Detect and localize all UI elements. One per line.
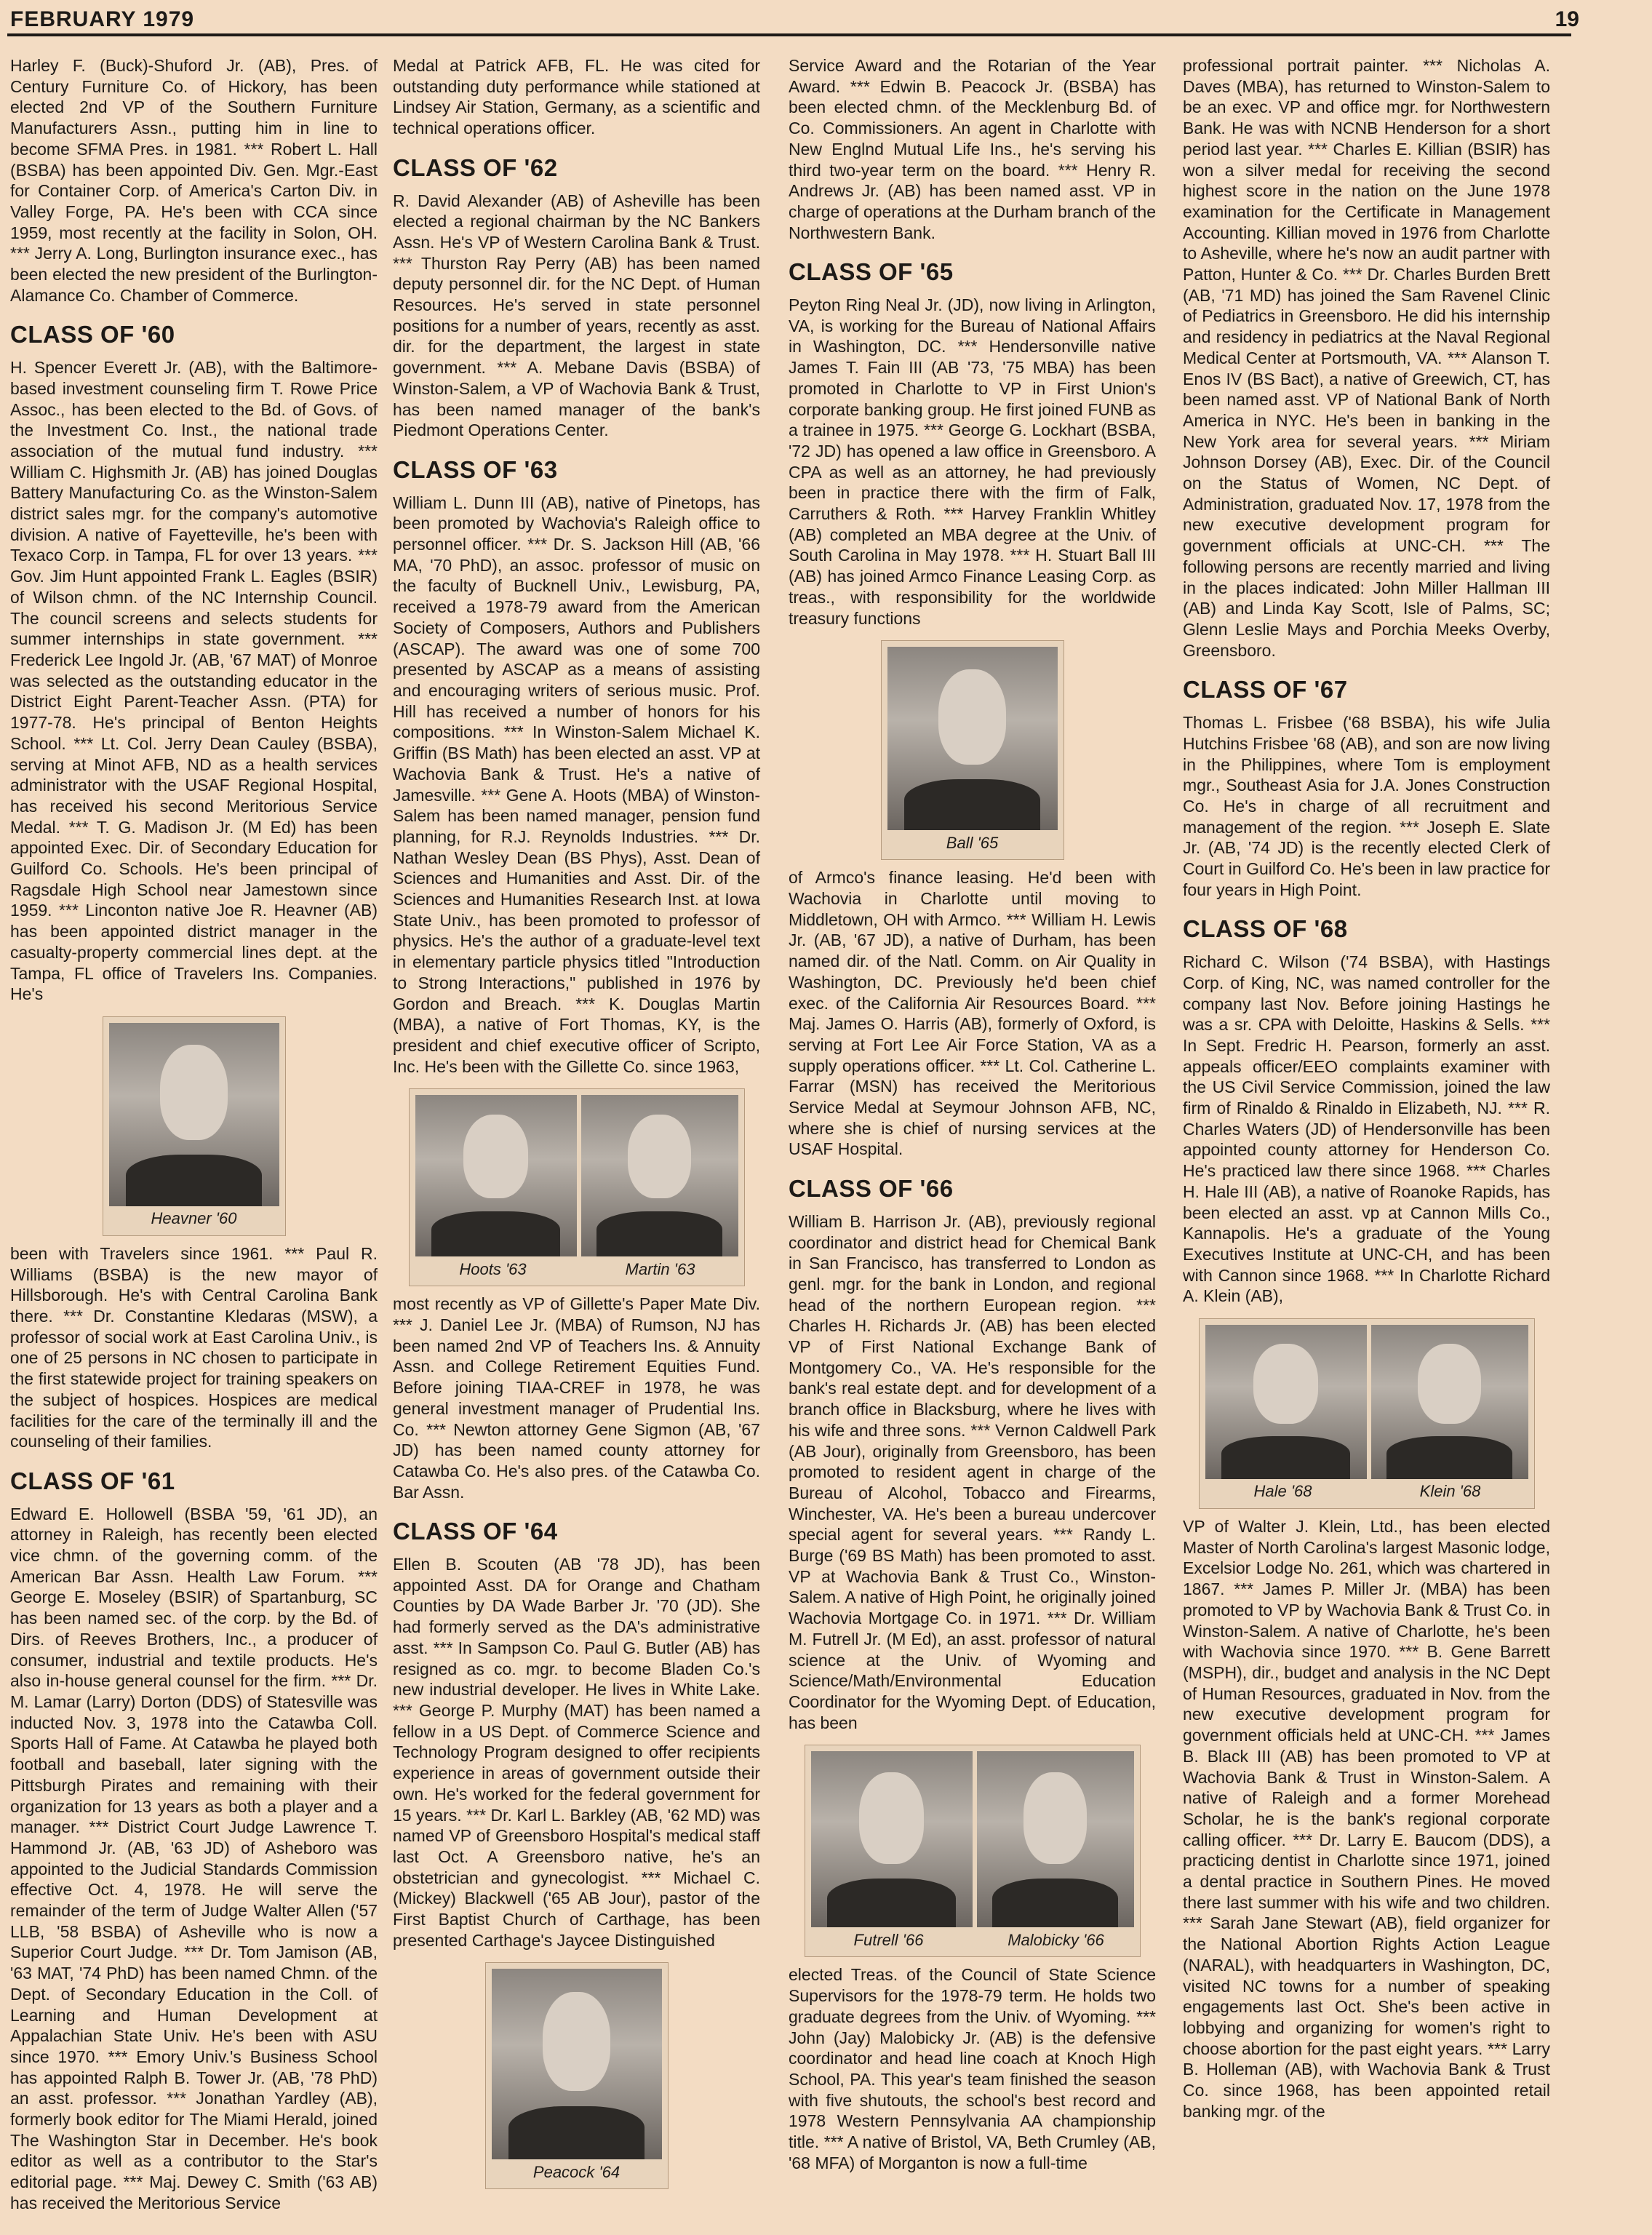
page-header xyxy=(0,7,1652,36)
column-1 xyxy=(10,55,378,2214)
photo-hale-klein xyxy=(1199,1318,1535,1509)
page-number: 19 xyxy=(1555,7,1579,31)
photo-caption: Malobicky '66 xyxy=(1007,1930,1104,1949)
photo-caption: Hale '68 xyxy=(1253,1482,1312,1501)
photo-caption: Ball '65 xyxy=(946,833,999,852)
portrait-image xyxy=(109,1023,279,1206)
photo-caption: Peacock '64 xyxy=(532,2162,621,2181)
photo-peacock xyxy=(485,1962,669,2189)
article-text: of Armco's finance leasing. He'd been with Wachovia in Charlotte until moving to Middletown, OH with Armco. *** William H. Lewis Jr. (AB, '67 JD), a native of Durham, has been named dir. of the Natl. Comm. on Air Quality in Washington, DC. Previously he'd been chief exec. of the California Air Resources Board. *** Maj. James O. Harris (AB), formerly of Oxford, is serving at Fort Lee Air Force Station, VA as a supply operations officer. *** Lt. Col. Catherine L. Farrar (MSN) has received the Meritorious Service Medal at Seymour Johnson AFB, NC, where she is chief of nursing services at the USAF Hospital. xyxy=(789,868,1156,1159)
section-heading: CLASS OF '61 xyxy=(10,1467,175,1494)
article-text: Service Award and the Rotarian of the Year Award. *** Edwin B. Peacock Jr. (BSBA) has been elected chmn. of the Mecklenburg Bd. of Co. Commissioners. An agent in Charlotte with New Englnd Mutual Life Ins., he's serving his third two-year term on the board. *** Henry R. Andrews Jr. (AB) has been named asst. VP in charge of operations at the Durham branch of the Northwestern Bank. xyxy=(789,56,1156,242)
photo-futrell-malobicky xyxy=(805,1745,1141,1957)
photo-caption: Heavner '60 xyxy=(151,1209,237,1228)
article-text: been with Travelers since 1961. *** Paul R. Williams (BSBA) is the new mayor of Hillsborough. He's with Central Carolina Bank there. *** Dr. Constantine Kledaras (MSW), a professor of social work at East Carolina Univ., is one of 25 persons in NC chosen to participate in the first statewide project for training speakers on the subject of hospices. Hospices are medical facilities for the care of the terminally ill and the counseling of their families. xyxy=(10,1243,378,1451)
article-text: Harley F. (Buck)-Shuford Jr. (AB), Pres. of Century Furniture Co. of Hickory, has been elected 2nd VP of the Southern Furniture Manufacturers Assn., putting him in line to become SFMA Pres. in 1981. *** Robert L. Hall (BSBA) has been appointed Div. Gen. Mgr.-East for Container Corp. of America's Carton Div. in Valley Forge, PA. He's been with CCA since 1959, most recently at the facility in Solon, OH. *** Jerry A. Long, Burlington insurance exec., has been elected the new president of the Burlington-Alamance Co. Chamber of Commerce. xyxy=(10,56,378,305)
portrait-image xyxy=(581,1095,738,1256)
article-text: professional portrait painter. *** Nicholas A. Daves (MBA), has returned to Winston-Salem to be an exec. VP and office mgr. for Northwestern Bank. He was with NCNB Henderson for a short period last year. *** Charles E. Killian (BSIR) has won a silver medal for receiving the second highest score in the nation on the June 1978 examination for the Certificate in Management Accounting. Killian moved in 1976 from Charlotte to Asheville, where he's now an audit partner with Patton, Hunter & Co. *** Dr. Charles Burden Brett (AB, '71 MD) has joined the Sam Ravenel Clinic of Pediatrics in Greensboro. He did his internship and residency in pediatrics at the Naval Regional Medical Center at Portsmouth, VA. *** Alanson T. Enos IV (BS Bact), a native of Greewich, CT, has been named asst. VP of National Bank of North America in NYC. He's been in banking in the New York area for several years. *** Miriam Johnson Dorsey (AB), Exec. Dir. of the Council on the Status of Women, NC Dept. of Administration, graduated Nov. 17, 1978 from the new executive development program for government officials at UNC-CH. *** The following persons are recently married and living in the places indicated: John Miller Hallman III (AB) and Linda Kay Scott, Isle of Palms, SC; Glenn Leslie Mays and Porchia Meeks Overby, Greensboro. xyxy=(1183,56,1550,660)
article-text: Edward E. Hollowell (BSBA '59, '61 JD), an attorney in Raleigh, has recently been elected vice chmn. of the governing comm. of the American Bar Assn. Health Law Forum. *** George E. Moseley (BSIR) of Spartanburg, SC has been named sec. of the corp. by the Bd. of Dirs. of Reeves Brothers, Inc., a producer of consumer, industrial and textile products. He's also in-house general counsel for the firm. *** Dr. M. Lamar (Larry) Dorton (DDS) of Statesville was inducted Nov. 3, 1978 into the Catawba Coll. Sports Hall of Fame. At Catawba he played both football and baseball, later signing with the Pittsburgh Pirates and remaining with their organization for 13 years as both a player and a manager. *** District Court Judge Lawrence T. Hammond Jr. (AB, '63 JD) of Asheboro was appointed to the Judicial Standards Commission effective Oct. 4, 1978. He will serve the remainder of the term of Judge Walter Allen ('57 LLB, '58 BSBA) of Asheville who is now a Superior Court Judge. *** Dr. Tom Jamison (AB, '63 MAT, '74 PhD) has been named Chmn. of the Dept. of Secondary Education in the Coll. of Learning and Human Development at Appalachian State Univ. He's been with ASU since 1970. *** Emory Univ.'s Business School has appointed Ralph B. Tower Jr. (AB, '78 PhD) an asst. professor. *** Jonathan Yardley (AB), formerly book editor for The Miami Herald, joined The Washington Star in December. He's book editor as well as a contributor to the Star's editorial page. *** Maj. Dewey C. Smith ('63 AB) has received the Meritorious Service xyxy=(10,1504,378,2212)
column-2 xyxy=(393,55,760,2196)
article-text: William L. Dunn III (AB), native of Pinetops, has been promoted by Wachovia's Raleigh office to personnel officer. *** Dr. S. Jackson Hill (AB, '66 MA, '70 PhD), an assoc. professor of music on the faculty of Bucknell Univ., Lewisburg, PA, received a 1978-79 award from the American Society of Composers, Authors and Publishers (ASCAP). The award was one of some 700 presented by ASCAP as a means of assisting and encouraging writers of serious music. Prof. Hill has received a number of honors for his compositions. *** In Winston-Salem Michael K. Griffin (BS Math) has been elected an asst. VP at Wachovia Bank & Trust. He's a native of Jamesville. *** Gene A. Hoots (MBA) of Winston-Salem has been named manager, pension fund planning, for R.J. Reynolds Industries. *** Dr. Nathan Wesley Dean (BS Phys), Asst. Dean of Sciences and Humanities and Asst. Dir. of the Sciences and Humanities Research Inst. at Iowa State Univ., has been promoted to professor of physics. He's the author of a graduate-level text in elementary particle physics titled "Introduction to Strong Interactions," published in 1976 by Gordon and Breach. *** K. Douglas Martin (MBA), a native of Fort Thomas, KY, is the president and chief executive officer of Scripto, Inc. He's been with the Gillette Co. since 1963, xyxy=(393,493,760,1076)
photo-caption: Futrell '66 xyxy=(853,1930,924,1949)
section-heading: CLASS OF '66 xyxy=(789,1175,954,1203)
article-text: William B. Harrison Jr. (AB), previously regional coordinator and district head for Chemical Bank in San Francisco, has transferred to London as genl. mgr. for the bank in London, and regional head of the northern European region. *** Charles H. Richards Jr. (AB) has been elected VP of First National Exchange Bank of Montgomery Co., VA. He's responsible for the bank's real estate dept. and for development of a branch office in Blacksburg, where he lives with his wife and three sons. *** Vernon Caldwell Park (AB Jour), originally from Greensboro, has been promoted to resident agent in charge of the Bureau of Alcohol, Tobacco and Firearms, Winchester, VA. He's been a bureau undercover special agent for several years. *** Randy L. Burge ('69 BS Math) has been promoted to asst. VP at Wachovia Bank & Trust Co., Winston-Salem. A native of High Point, he originally joined Wachovia Mortgage Co. in 1971. *** Dr. William M. Futrell Jr. (M Ed), an asst. professor of natural science at the Univ. of Wyoming and Science/Math/Environmental Education Coordinator for the Wyoming Dept. of Education, has been xyxy=(789,1211,1156,1732)
section-heading: CLASS OF '67 xyxy=(1183,676,1348,704)
column-4 xyxy=(1183,55,1550,2122)
section-heading: CLASS OF '68 xyxy=(1183,915,1348,943)
photo-caption: Klein '68 xyxy=(1419,1482,1481,1501)
photo-heavner xyxy=(103,1016,286,1236)
photo-hoots-martin xyxy=(409,1088,745,1286)
article-text: most recently as VP of Gillette's Paper Mate Div. *** J. Daniel Lee Jr. (MBA) of Rumson, NJ has been named 2nd VP of Teachers Ins. & Annuity Assn. and College Retirement Equities Fund. Before joining TIAA-CREF in 1978, he was general investment manager of Prudential Ins. Co. *** Newton attorney Gene Sigmon (AB, '67 JD) has been named county attorney for Catawba Co. He's also pres. of the Catawba Co. Bar Assn. xyxy=(393,1294,760,1502)
section-heading: CLASS OF '63 xyxy=(393,455,558,483)
section-heading: CLASS OF '62 xyxy=(393,154,558,181)
article-text: Richard C. Wilson ('74 BSBA), with Hastings Corp. of King, NC, was named controller for the company last Nov. Before joining Hastings he was a sr. CPA with Deloitte, Haskins & Sells. *** In Sept. Fredric H. Pearson, formerly an asst. appeals officer/EEO complaints examiner with the US Civil Service Commission, joined the law firm of Rinaldo & Rinaldo in Elizabeth, NJ. *** R. Charles Waters (JD) of Hendersonville has been appointed county attorney for Henderson Co. He's practiced law there since 1968. *** Charles H. Hale III (AB), a native of Roanoke Rapids, has been elected an asst. vp at Cannon Mills Co., Kannapolis. He's a graduate of the Young Executives Institute at UNC-CH, and has been with Cannon since 1968. *** In Charlotte Richard A. Klein (AB), xyxy=(1183,952,1550,1306)
article-text: Thomas L. Frisbee ('68 BSBA), his wife Julia Hutchins Frisbee '68 (AB), and son are now living in the Philippines, where Tom is employment mgr., Southeast Asia for J.A. Jones Construction Co. He's in charge of all recruitment and management of the region. *** Joseph E. Slate Jr. (AB, '74 JD) is the recently elected Clerk of Court in Guilford Co. He's been in law practice for four years in High Point. xyxy=(1183,713,1550,899)
section-heading: CLASS OF '60 xyxy=(10,321,175,348)
portrait-image xyxy=(887,647,1058,830)
article-text: VP of Walter J. Klein, Ltd., has been elected Master of North Carolina's largest Masonic lodge, Excelsior Lodge No. 261, which was chartered in 1867. *** James P. Miller Jr. (MBA) has been promoted to VP by Wachovia Bank & Trust Co. in Winston-Salem. A native of Charlotte, he's been with Wachovia since 1970. *** B. Gene Barrett (MSPH), dir., budget and analysis in the NC Dept of Human Resources, graduated in Nov. from the new executive development program for government officials held at UNC-CH. *** James B. Black III (AB) has been promoted to VP at Wachovia Bank & Trust in Winston-Salem. A native of Raleigh and a former Morehead Scholar, he is the bank's regional corporate calling officer. *** Dr. Larry E. Baucom (DDS), a practicing dentist in Charlotte since 1971, joined a dental practice in Southern Pines. He moved there last summer with his wife and two children. *** Sarah Jane Stewart (AB), field organizer for the National Abortion Rights Action League (NARAL), with headquarters in Washington, DC, visited NC towns for a number of speaking engagements last Oct. She's been active in lobbying and organizing for women's right to choose abortion for the past eight years. *** Larry B. Holleman (AB), with Wachovia Bank & Trust Co. since 1968, has been appointed retail banking mgr. of the xyxy=(1183,1517,1550,2121)
header-rule xyxy=(7,33,1571,36)
article-text: H. Spencer Everett Jr. (AB), with the Baltimore-based investment counseling firm T. Rowe Price Assoc., has been elected to the Bd. of Govs. of the Investment Co. Inst., the national trade association of the mutual fund industry. *** William C. Highsmith Jr. (AB) has joined Douglas Battery Manufacturing Co. as the Winston-Salem district sales mgr. for the company's automotive division. A native of Fayetteville, he's been with Texaco Corp. in Tampa, FL for over 13 years. *** Gov. Jim Hunt appointed Frank L. Eagles (BSIR) of Wilson chmn. of the NC Internship Council. The council screens and selects students for summer internships in state government. *** Frederick Lee Ingold Jr. (AB, '67 MAT) of Monroe was selected as the outstanding educator in the District Eight Parent-Teacher Assn. (PTA) for 1977-78. He's principal of Benton Heights School. *** Lt. Col. Jerry Dean Cauley (BSBA), serving at Minot AFB, ND as a health services administrator with the USAF Regional Hospital, has received his second Meritorious Service Medal. *** T. G. Madison Jr. (M Ed) has been appointed Exec. Dir. of Secondary Education for Guilford Co. Schools. He's been principal of Ragsdale High School near Jamestown since 1959. *** Linconton native Joe R. Heavner (AB) has been appointed district manager in the casualty-property commercial lines dept. at the Tampa, FL office of Travelers Ins. Companies. He's xyxy=(10,358,378,1004)
portrait-image xyxy=(415,1095,577,1256)
article-text: Ellen B. Scouten (AB '78 JD), has been appointed Asst. DA for Orange and Chatham Counties by DA Wade Barber Jr. '70 (JD). She had formerly served as the DA's administrative asst. *** In Sampson Co. Paul G. Butler (AB) has resigned as co. mgr. to become Bladen Co.'s new industrial developer. He lives in White Lake. *** George P. Murphy (MAT) has been named a fellow in a US Dept. of Commerce Science and Technology Program designed to offer recipients experience in areas of government outside their own. He's worked for the federal government for 15 years. *** Dr. Karl L. Barkley (AB, '62 MD) was named VP of Greensboro Hospital's medical staff last Oct. A Greensboro native, he's an obstetrician and gynecologist. *** Michael C. (Mickey) Blackwell ('65 AB Jour), pastor of the First Baptist Church of Carthage, has been presented Carthage's Jaycee Distinguished xyxy=(393,1555,760,1950)
article-text: R. David Alexander (AB) of Asheville has been elected a regional chairman by the NC Bankers Assn. He's VP of Western Carolina Bank & Trust. *** Thurston Ray Perry (AB) has been named deputy personnel dir. for the NC Dept. of Human Resources. He's served in state personnel positions for a number of years, recently as asst. dir. for the department, the largest in state government. *** A. Mebane Davis (BSBA) of Winston-Salem, a VP of Wachovia Bank & Trust, has been named manager of the bank's Piedmont Operations Center. xyxy=(393,191,760,440)
photo-caption: Martin '63 xyxy=(625,1259,695,1278)
issue-date: FEBRUARY 1979 xyxy=(10,7,195,31)
photo-caption: Hoots '63 xyxy=(459,1259,527,1278)
article-text: Peyton Ring Neal Jr. (JD), now living in Arlington, VA, is working for the Bureau of National Affairs in Washington, DC. *** Hendersonville native James T. Fain III (AB '73, '75 MBA) has been promoted in Charlotte to VP in First Union's corporate banking group. He first joined FUNB as a trainee in 1975. *** George G. Lockhart (BSBA, '72 JD) has opened a law office in Greensboro. A CPA as well as an attorney, he had previously been in practice there with the firm of Falk, Carruthers & Roth. *** Harvey Franklin Whitley (AB) completed an MBA degree at the Univ. of South Carolina in May 1978. *** H. Stuart Ball III (AB) has joined Armco Finance Leasing Corp. as treas., with responsibility for the worldwide treasury functions xyxy=(789,295,1156,628)
portrait-image xyxy=(1371,1325,1528,1479)
photo-ball xyxy=(881,640,1064,860)
column-3 xyxy=(789,55,1156,2173)
section-heading: CLASS OF '65 xyxy=(789,258,954,286)
portrait-image xyxy=(1205,1325,1367,1479)
section-heading: CLASS OF '64 xyxy=(393,1518,558,1545)
portrait-image xyxy=(492,1969,662,2159)
portrait-image xyxy=(977,1751,1134,1927)
article-text: elected Treas. of the Council of State Science Supervisors for the 1978-79 term. He holds two graduate degrees from the Univ. of Wyoming. *** John (Jay) Malobicky Jr. (AB) is the defensive coordinator and head line coach at Knoch High School, PA. This year's team finished the season with five shutouts, the school's best record and 1978 Western Pennsylvania AA championship title. *** A native of Bristol, VA, Beth Crumley (AB, '68 MFA) of Morganton is now a full-time xyxy=(789,1965,1156,2172)
article-text: Medal at Patrick AFB, FL. He was cited for outstanding duty performance while stationed at Lindsey Air Station, Germany, as a scientific and technical operations officer. xyxy=(393,56,760,138)
portrait-image xyxy=(811,1751,973,1927)
